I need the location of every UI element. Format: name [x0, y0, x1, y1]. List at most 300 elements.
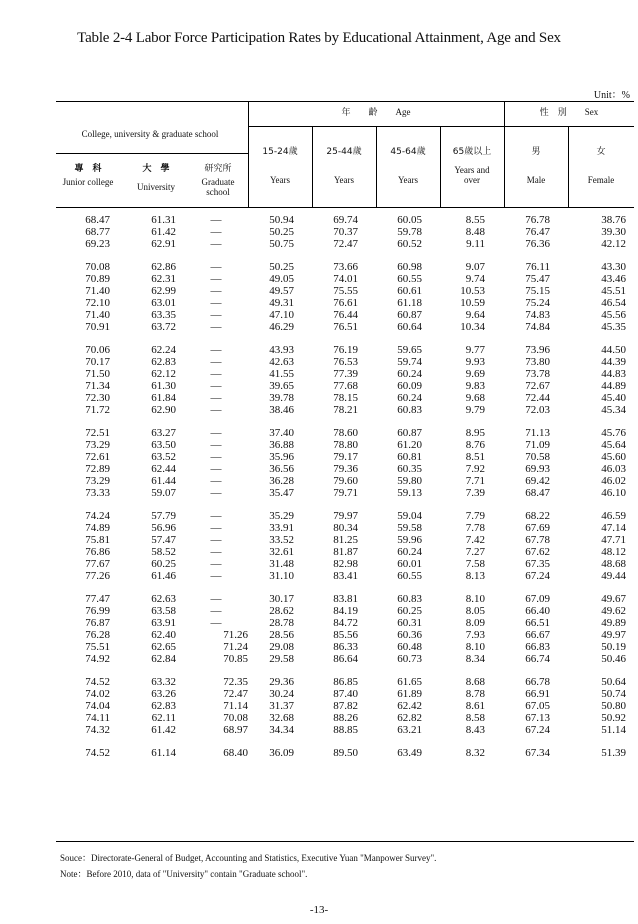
group-spacer [56, 250, 634, 261]
age-45-64-cell: 61.89 [397, 688, 422, 700]
age-25-44-cell: 77.68 [333, 380, 358, 392]
age-45-64-cell: 59.04 [397, 510, 422, 522]
male-cell: 66.74 [525, 653, 550, 665]
junior-college-cell: 74.89 [85, 522, 110, 534]
age-25-44-cell: 85.56 [333, 629, 358, 641]
age-45-64-cell: 59.96 [397, 534, 422, 546]
page-number: -13- [309, 904, 329, 916]
table-row [56, 747, 634, 759]
age-65-plus-cell: 8.76 [465, 439, 485, 451]
university-cell: 57.79 [151, 510, 176, 522]
male-cell: 75.47 [525, 273, 550, 285]
age-25-44-cell: 72.47 [333, 238, 358, 250]
graduate-school-cell: — [210, 522, 222, 534]
university-cell: 62.90 [151, 404, 176, 416]
graduate-school-cell: 72.47 [223, 688, 248, 700]
university-cell: 62.24 [151, 344, 176, 356]
junior-college-cell: 77.47 [85, 593, 110, 605]
table-row [56, 653, 634, 665]
age-65-plus-cell: 8.58 [465, 712, 485, 724]
graduate-school-cell: — [210, 214, 222, 226]
male-cell: 67.24 [525, 724, 550, 736]
university-cell: 62.63 [151, 593, 176, 605]
age-45-64-cell: 62.42 [397, 700, 422, 712]
university-cell: 59.07 [151, 487, 176, 499]
table-row [56, 439, 634, 451]
age-65-plus-cell: 8.95 [465, 427, 485, 439]
age-25-44-cell: 74.01 [333, 273, 358, 285]
age-15-24-cell: 36.56 [269, 463, 294, 475]
female-cell: 50.64 [601, 676, 626, 688]
age-25-44-cell: 78.21 [333, 404, 358, 416]
age-25-44-cell: 79.71 [333, 487, 358, 499]
group-spacer [56, 736, 634, 747]
table-row [56, 427, 634, 439]
junior-college-cell: 70.08 [85, 261, 110, 273]
junior-college-cell: 77.26 [85, 570, 110, 582]
age-45-64-cell: 59.80 [397, 475, 422, 487]
age-15-24-cell: 35.29 [269, 510, 294, 522]
age-25-44-cell: 70.37 [333, 226, 358, 238]
age-15-24-cell: 31.48 [269, 558, 294, 570]
age-65-plus-cell: 9.83 [465, 380, 485, 392]
female-cell: 44.89 [601, 380, 626, 392]
junior-college-cell: 74.52 [85, 747, 110, 759]
graduate-school-cell: 68.40 [223, 747, 248, 759]
table-row [56, 629, 634, 641]
age-45-64-cell: 60.55 [397, 570, 422, 582]
male-cell: 76.47 [525, 226, 550, 238]
graduate-school-cell: — [210, 510, 222, 522]
university-cell: 61.84 [151, 392, 176, 404]
graduate-school-cell: — [210, 534, 222, 546]
female-cell: 49.44 [601, 570, 626, 582]
age-15-24-cell: 28.78 [269, 617, 294, 629]
table-row [56, 356, 634, 368]
age-15-24-cell: 39.78 [269, 392, 294, 404]
university-cell: 62.83 [151, 700, 176, 712]
age-25-44-cell: 78.80 [333, 439, 358, 451]
graduate-school-cell: — [210, 439, 222, 451]
junior-college-cell: 68.77 [85, 226, 110, 238]
female-cell: 45.34 [601, 404, 626, 416]
university-cell: 63.32 [151, 676, 176, 688]
university-cell: 62.12 [151, 368, 176, 380]
graduate-school-cell: 70.08 [223, 712, 248, 724]
table-row [56, 641, 634, 653]
age-65-plus-cell: 10.59 [460, 297, 485, 309]
female-cell: 50.19 [601, 641, 626, 653]
age-15-24-cell: 32.68 [269, 712, 294, 724]
age-25-44-cell: 75.55 [333, 285, 358, 297]
graduate-school-cell: 71.14 [223, 700, 248, 712]
junior-college-cell: 71.72 [85, 404, 110, 416]
male-cell: 73.80 [525, 356, 550, 368]
male-cell: 72.67 [525, 380, 550, 392]
age-25-44-cell: 73.66 [333, 261, 358, 273]
age-65-plus-cell: 8.55 [465, 214, 485, 226]
age-45-64-cell: 60.83 [397, 593, 422, 605]
table-row [56, 510, 634, 522]
university-cell: 57.47 [151, 534, 176, 546]
age-15-24-cell: 36.09 [269, 747, 294, 759]
age-15-24-cell: 30.24 [269, 688, 294, 700]
age-65-plus-cell: 8.34 [465, 653, 485, 665]
age-25-44-cell: 69.74 [333, 214, 358, 226]
age-45-64-cell: 60.09 [397, 380, 422, 392]
table-row [56, 451, 634, 463]
university-cell: 63.58 [151, 605, 176, 617]
graduate-school-cell: — [210, 463, 222, 475]
graduate-school-cell: — [210, 475, 222, 487]
graduate-school-cell: — [210, 297, 222, 309]
table-row [56, 712, 634, 724]
male-cell: 67.09 [525, 593, 550, 605]
male-cell: 67.78 [525, 534, 550, 546]
male-cell: 75.15 [525, 285, 550, 297]
graduate-school-cell: — [210, 261, 222, 273]
age-15-24-cell: 28.56 [269, 629, 294, 641]
junior-college-cell: 76.28 [85, 629, 110, 641]
age-25-44-cell: 79.60 [333, 475, 358, 487]
junior-college-cell: 72.89 [85, 463, 110, 475]
header-bottom-rule [56, 207, 634, 208]
age-15-24-cell: 38.46 [269, 404, 294, 416]
graduate-school-cell: 71.26 [223, 629, 248, 641]
male-cell: 70.58 [525, 451, 550, 463]
university-cell: 62.40 [151, 629, 176, 641]
graduate-school-cell: — [210, 273, 222, 285]
age-45-64-cell: 60.24 [397, 368, 422, 380]
age-25-44-cell: 86.85 [333, 676, 358, 688]
age-45-64-cell: 60.87 [397, 427, 422, 439]
age-65-plus-cell: 8.10 [465, 593, 485, 605]
age-45-64-cell: 59.65 [397, 344, 422, 356]
table-row [56, 534, 634, 546]
age-45-64-cell: 61.20 [397, 439, 422, 451]
college-group-header: College, university & graduate school [81, 129, 219, 139]
female-cell: 39.30 [601, 226, 626, 238]
age-65-plus-cell: 10.34 [460, 321, 485, 333]
graduate-school-cell: 71.24 [223, 641, 248, 653]
female-cell: 49.97 [601, 629, 626, 641]
age-25-44-cell: 79.17 [333, 451, 358, 463]
female-cell: 46.03 [601, 463, 626, 475]
age-65-plus-cell: 8.61 [465, 700, 485, 712]
graduate-school-cell: — [210, 546, 222, 558]
age-sex-rule [248, 126, 634, 127]
age-25-44-cell: 76.19 [333, 344, 358, 356]
age-25-44-cell: 76.61 [333, 297, 358, 309]
male-cell: 76.36 [525, 238, 550, 250]
female-cell: 50.80 [601, 700, 626, 712]
male-cell: 75.24 [525, 297, 550, 309]
age-15-24-cell: 50.25 [269, 261, 294, 273]
age-45-64-cell: 60.64 [397, 321, 422, 333]
university-cell: 61.30 [151, 380, 176, 392]
age-65-plus-cell: 7.79 [465, 510, 485, 522]
age-15-24-cell: 29.36 [269, 676, 294, 688]
female-cell: 47.71 [601, 534, 626, 546]
top-rule [56, 101, 634, 102]
age-25-44-cell: 81.87 [333, 546, 358, 558]
age-65-plus-cell: 7.39 [465, 487, 485, 499]
age-15-24-cell: 39.65 [269, 380, 294, 392]
age-65-plus-cell: 9.69 [465, 368, 485, 380]
age-25-44-cell: 87.40 [333, 688, 358, 700]
age-45-64-header: 45-64歲 Years [390, 147, 426, 185]
university-cell: 61.14 [151, 747, 176, 759]
age-45-64-cell: 59.13 [397, 487, 422, 499]
age-45-64-cell: 60.24 [397, 392, 422, 404]
age-15-24-header: 15-24歲 Years [262, 147, 298, 185]
junior-college-cell: 71.40 [85, 285, 110, 297]
graduate-school-cell: — [210, 617, 222, 629]
age-25-44-cell: 78.15 [333, 392, 358, 404]
table-row [56, 226, 634, 238]
table-row [56, 593, 634, 605]
group-spacer [56, 582, 634, 593]
junior-college-cell: 72.61 [85, 451, 110, 463]
graduate-school-cell: — [210, 321, 222, 333]
junior-college-cell: 73.29 [85, 475, 110, 487]
male-cell: 73.96 [525, 344, 550, 356]
junior-college-cell: 71.40 [85, 309, 110, 321]
age-65-plus-cell: 10.53 [460, 285, 485, 297]
female-cell: 45.35 [601, 321, 626, 333]
university-cell: 61.44 [151, 475, 176, 487]
age-45-64-cell: 60.73 [397, 653, 422, 665]
graduate-school-cell: — [210, 356, 222, 368]
table-row [56, 261, 634, 273]
junior-college-cell: 75.81 [85, 534, 110, 546]
age-45-64-cell: 61.18 [397, 297, 422, 309]
table-row [56, 724, 634, 736]
junior-college-cell: 70.91 [85, 321, 110, 333]
female-cell: 46.02 [601, 475, 626, 487]
age-45-64-cell: 60.25 [397, 605, 422, 617]
age-15-24-cell: 36.88 [269, 439, 294, 451]
junior-college-cell: 74.24 [85, 510, 110, 522]
age-15-24-cell: 29.58 [269, 653, 294, 665]
age-65-plus-cell: 9.93 [465, 356, 485, 368]
age-15-24-cell: 49.57 [269, 285, 294, 297]
table-row [56, 297, 634, 309]
age-45-64-cell: 60.98 [397, 261, 422, 273]
age-65-plus-cell: 9.07 [465, 261, 485, 273]
table-row [56, 392, 634, 404]
age-45-64-cell: 60.36 [397, 629, 422, 641]
graduate-school-cell: 70.85 [223, 653, 248, 665]
group-spacer [56, 333, 634, 344]
age-25-44-cell: 81.25 [333, 534, 358, 546]
junior-college-cell: 72.10 [85, 297, 110, 309]
table-row [56, 700, 634, 712]
table-row [56, 214, 634, 226]
female-cell: 51.14 [601, 724, 626, 736]
female-cell: 45.40 [601, 392, 626, 404]
age-65-plus-cell: 7.78 [465, 522, 485, 534]
university-cell: 63.01 [151, 297, 176, 309]
male-cell: 73.78 [525, 368, 550, 380]
age-65-plus-cell: 8.09 [465, 617, 485, 629]
graduate-school-cell: — [210, 226, 222, 238]
junior-college-cell: 74.11 [85, 712, 110, 724]
junior-college-cell: 74.02 [85, 688, 110, 700]
age-65-plus-cell: 9.64 [465, 309, 485, 321]
age-15-24-cell: 34.34 [269, 724, 294, 736]
table-row [56, 321, 634, 333]
table-bottom-rule [56, 841, 634, 842]
graduate-school-cell: — [210, 558, 222, 570]
female-header: 女 Female [587, 147, 615, 185]
junior-college-cell: 74.92 [85, 653, 110, 665]
female-cell: 45.64 [601, 439, 626, 451]
university-cell: 62.83 [151, 356, 176, 368]
age-65-plus-cell: 7.27 [465, 546, 485, 558]
female-cell: 45.60 [601, 451, 626, 463]
age-15-24-cell: 33.91 [269, 522, 294, 534]
female-cell: 48.68 [601, 558, 626, 570]
university-cell: 61.31 [151, 214, 176, 226]
male-cell: 67.24 [525, 570, 550, 582]
female-cell: 44.50 [601, 344, 626, 356]
male-cell: 68.22 [525, 510, 550, 522]
age-25-44-cell: 88.26 [333, 712, 358, 724]
age-45-64-cell: 60.81 [397, 451, 422, 463]
female-cell: 46.59 [601, 510, 626, 522]
age-65-plus-cell: 8.32 [465, 747, 485, 759]
table-row [56, 475, 634, 487]
age-15-24-cell: 33.52 [269, 534, 294, 546]
graduate-school-cell: — [210, 344, 222, 356]
age-15-24-cell: 31.10 [269, 570, 294, 582]
female-cell: 50.46 [601, 653, 626, 665]
male-header: 男 Male [526, 147, 546, 185]
age-65-plus-cell: 7.92 [465, 463, 485, 475]
age-15-24-cell: 36.28 [269, 475, 294, 487]
graduate-school-cell: — [210, 451, 222, 463]
page-title: Table 2-4 Labor Force Participation Rates by Educational Attainment, Age and Sex [77, 30, 561, 46]
female-cell: 43.30 [601, 261, 626, 273]
age-25-44-cell: 77.39 [333, 368, 358, 380]
age-45-64-cell: 60.01 [397, 558, 422, 570]
graduate-school-cell: — [210, 593, 222, 605]
table-row [56, 380, 634, 392]
age-65-plus-cell: 9.68 [465, 392, 485, 404]
group-spacer [56, 499, 634, 510]
male-cell: 66.83 [525, 641, 550, 653]
age-15-24-cell: 31.37 [269, 700, 294, 712]
age-45-64-cell: 60.61 [397, 285, 422, 297]
age-65-plus-cell: 9.74 [465, 273, 485, 285]
age-45-64-cell: 60.87 [397, 309, 422, 321]
male-cell: 67.62 [525, 546, 550, 558]
age-25-44-cell: 88.85 [333, 724, 358, 736]
age-25-44-cell: 76.53 [333, 356, 358, 368]
male-cell: 71.13 [525, 427, 550, 439]
age-15-24-cell: 41.55 [269, 368, 294, 380]
table-row [56, 309, 634, 321]
university-cell: 60.25 [151, 558, 176, 570]
university-cell: 61.42 [151, 724, 176, 736]
age-45-64-cell: 61.65 [397, 676, 422, 688]
female-cell: 38.76 [601, 214, 626, 226]
junior-college-cell: 75.51 [85, 641, 110, 653]
age-25-44-cell: 83.41 [333, 570, 358, 582]
graduate-school-cell: — [210, 285, 222, 297]
university-cell: 63.27 [151, 427, 176, 439]
male-cell: 67.13 [525, 712, 550, 724]
female-cell: 44.39 [601, 356, 626, 368]
age-45-64-cell: 60.24 [397, 546, 422, 558]
table-row [56, 344, 634, 356]
graduate-school-cell: — [210, 487, 222, 499]
female-cell: 49.67 [601, 593, 626, 605]
female-cell: 45.76 [601, 427, 626, 439]
junior-college-cell: 76.86 [85, 546, 110, 558]
table-row [56, 522, 634, 534]
male-cell: 69.93 [525, 463, 550, 475]
graduate-school-cell: — [210, 427, 222, 439]
university-cell: 62.11 [151, 712, 176, 724]
male-cell: 67.69 [525, 522, 550, 534]
male-cell: 69.42 [525, 475, 550, 487]
table-row [56, 487, 634, 499]
male-cell: 71.09 [525, 439, 550, 451]
age-15-24-cell: 50.75 [269, 238, 294, 250]
age-65-plus-cell: 8.51 [465, 451, 485, 463]
table-row [56, 404, 634, 416]
university-cell: 62.44 [151, 463, 176, 475]
male-cell: 68.47 [525, 487, 550, 499]
graduate-school-cell: — [210, 392, 222, 404]
junior-college-cell: 74.52 [85, 676, 110, 688]
male-cell: 66.67 [525, 629, 550, 641]
university-cell: 62.84 [151, 653, 176, 665]
age-45-64-cell: 63.21 [397, 724, 422, 736]
table-row [56, 605, 634, 617]
male-cell: 72.44 [525, 392, 550, 404]
junior-college-cell: 73.29 [85, 439, 110, 451]
university-cell: 58.52 [151, 546, 176, 558]
university-cell: 63.91 [151, 617, 176, 629]
female-cell: 49.89 [601, 617, 626, 629]
age-45-64-cell: 60.05 [397, 214, 422, 226]
male-cell: 67.35 [525, 558, 550, 570]
age-25-44-cell: 89.50 [333, 747, 358, 759]
age-25-44-cell: 87.82 [333, 700, 358, 712]
university-cell: 62.65 [151, 641, 176, 653]
university-cell: 63.52 [151, 451, 176, 463]
female-cell: 42.12 [601, 238, 626, 250]
age-25-44-cell: 84.19 [333, 605, 358, 617]
male-cell: 74.83 [525, 309, 550, 321]
age-45-64-cell: 63.49 [397, 747, 422, 759]
female-cell: 51.39 [601, 747, 626, 759]
age-65-plus-cell: 7.71 [465, 475, 485, 487]
university-cell: 63.72 [151, 321, 176, 333]
female-cell: 48.12 [601, 546, 626, 558]
age-65-plus-cell: 7.93 [465, 629, 485, 641]
university-cell: 62.86 [151, 261, 176, 273]
male-cell: 76.78 [525, 214, 550, 226]
age-65-plus-cell: 8.48 [465, 226, 485, 238]
university-cell: 63.26 [151, 688, 176, 700]
age-15-24-cell: 50.25 [269, 226, 294, 238]
age-25-44-cell: 83.81 [333, 593, 358, 605]
female-cell: 44.83 [601, 368, 626, 380]
